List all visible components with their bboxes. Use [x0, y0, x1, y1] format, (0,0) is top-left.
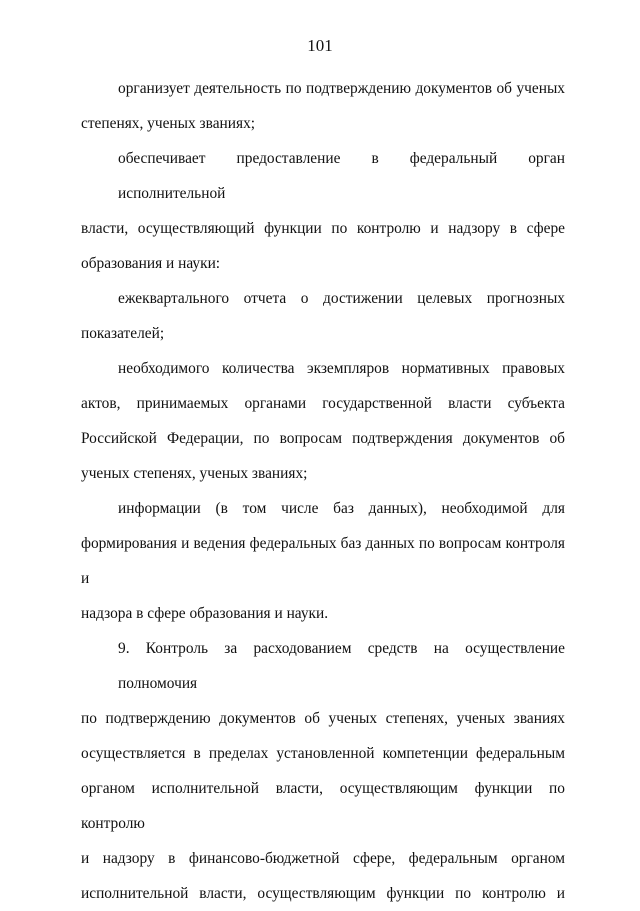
text-line: власти, осуществляющий функции по контролю и надзору в сфере: [81, 220, 565, 237]
text-line: актов, принимаемых органами государственной власти субъекта: [81, 395, 565, 412]
paragraph-section-9-control: [81, 631, 565, 911]
text-line: ежеквартального отчета о достижении целевых прогнозных: [118, 290, 565, 307]
text-line: по подтверждению документов об ученых степенях, ученых званиях: [81, 710, 565, 727]
paragraph-information-databases: [81, 491, 565, 631]
text-line: формирования и ведения федеральных баз данных по вопросам контроля и: [81, 535, 565, 587]
text-line: степенях, ученых званиях;: [81, 115, 256, 132]
text-line: ученых степенях, ученых званиях;: [81, 465, 308, 482]
paragraph-legal-acts: [81, 351, 565, 491]
page-number: 101: [307, 36, 333, 55]
text-line: Российской Федерации, по вопросам подтверждения документов об: [81, 430, 565, 447]
text-line: осуществляется в пределах установленной компетенции федеральным: [81, 745, 565, 762]
text-line: надзора в сфере образования и науки.: [81, 605, 329, 622]
text-line: и надзору в финансово-бюджетной сфере, федеральным органом: [81, 850, 565, 867]
text-line: исполнительной власти, осуществляющим функции по контролю и: [81, 885, 565, 902]
text-line: информации (в том числе баз данных), необходимой для: [118, 500, 565, 517]
text-line: 9. Контроль за расходованием средств на осуществление полномочия: [118, 640, 565, 692]
text-line: показателей;: [81, 325, 165, 342]
text-line: образования и науки:: [81, 255, 221, 272]
paragraph-quarterly-report: [81, 281, 565, 351]
text-line: органом исполнительной власти, осуществляющим функции по контролю: [81, 780, 565, 832]
paragraph-organizes-activity: [81, 71, 565, 141]
paragraph-provides-submission: [81, 141, 565, 281]
text-line: необходимого количества экземпляров нормативных правовых: [118, 360, 565, 377]
text-line: обеспечивает предоставление в федеральный орган исполнительной: [118, 150, 565, 202]
text-line: организует деятельность по подтверждению документов об ученых: [118, 80, 565, 97]
document-body: [81, 71, 565, 911]
